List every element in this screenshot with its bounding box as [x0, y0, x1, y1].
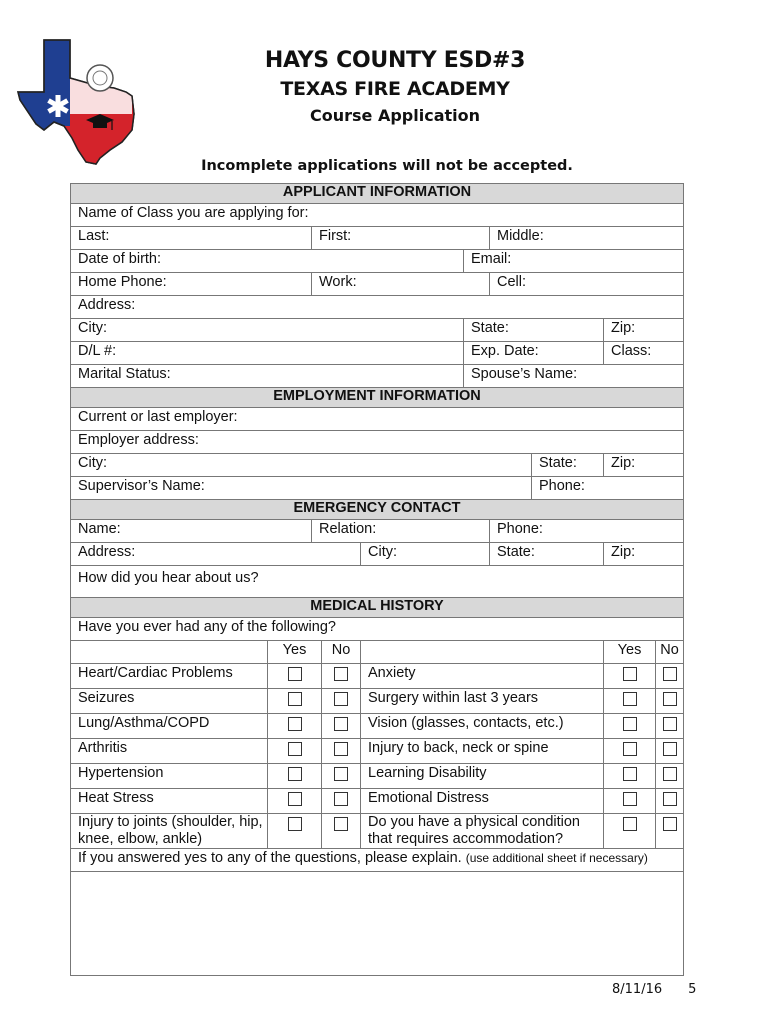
no-checkbox[interactable]: [656, 814, 684, 849]
application-form: [70, 183, 684, 976]
no-checkbox[interactable]: [656, 664, 684, 689]
emergency-name-field[interactable]: Name:: [71, 520, 312, 543]
middle-name-field[interactable]: Middle:: [490, 227, 684, 250]
yes-checkbox[interactable]: [604, 714, 656, 739]
dl-number-field[interactable]: D/L #:: [71, 342, 464, 365]
no-checkbox[interactable]: [656, 764, 684, 789]
yes-checkbox[interactable]: [268, 714, 322, 739]
condition-label: Anxiety: [361, 664, 604, 689]
work-phone-field[interactable]: Work:: [312, 273, 490, 296]
condition-label: Vision (glasses, contacts, etc.): [361, 714, 604, 739]
yes-header-left: Yes: [268, 641, 322, 664]
no-checkbox[interactable]: [322, 814, 361, 849]
section-emergency-contact: EMERGENCY CONTACT: [71, 500, 684, 520]
condition-label: Lung/Asthma/COPD: [71, 714, 268, 739]
home-phone-field[interactable]: Home Phone:: [71, 273, 312, 296]
footer-date: 8/11/16: [612, 982, 663, 997]
no-checkbox[interactable]: [322, 689, 361, 714]
explain-text: If you answered yes to any of the questions, please explain.: [78, 850, 462, 866]
no-checkbox[interactable]: [322, 764, 361, 789]
no-checkbox[interactable]: [656, 689, 684, 714]
section-employment-info: EMPLOYMENT INFORMATION: [71, 388, 684, 408]
emergency-city-field[interactable]: City:: [361, 543, 490, 566]
supervisor-name-field[interactable]: Supervisor’s Name:: [71, 477, 532, 500]
yes-checkbox[interactable]: [604, 764, 656, 789]
yes-checkbox[interactable]: [604, 739, 656, 764]
zip-field[interactable]: Zip:: [604, 319, 684, 342]
class-name-field[interactable]: Name of Class you are applying for:: [71, 204, 684, 227]
employer-address-field[interactable]: Employer address:: [71, 431, 684, 454]
first-name-field[interactable]: First:: [312, 227, 490, 250]
hear-about-us-field[interactable]: How did you hear about us?: [71, 566, 684, 598]
condition-label: Injury to back, neck or spine: [361, 739, 604, 764]
condition-label: Injury to joints (shoulder, hip, knee, elbow, ankle): [71, 814, 268, 849]
employer-phone-field[interactable]: Phone:: [532, 477, 684, 500]
emergency-phone-field[interactable]: Phone:: [490, 520, 684, 543]
no-checkbox[interactable]: [656, 714, 684, 739]
city-field[interactable]: City:: [71, 319, 464, 342]
dl-exp-date-field[interactable]: Exp. Date:: [464, 342, 604, 365]
yes-checkbox[interactable]: [268, 664, 322, 689]
emergency-state-field[interactable]: State:: [490, 543, 604, 566]
no-checkbox[interactable]: [322, 664, 361, 689]
yes-header-right: Yes: [604, 641, 656, 664]
medical-question: Have you ever had any of the following?: [71, 618, 684, 641]
document-title: Course Application: [309, 106, 480, 125]
spouse-name-field[interactable]: Spouse’s Name:: [464, 365, 684, 388]
no-header-right: No: [656, 641, 684, 664]
yes-checkbox[interactable]: [268, 764, 322, 789]
emergency-address-field[interactable]: Address:: [71, 543, 361, 566]
blank-header: [71, 641, 268, 664]
yes-checkbox[interactable]: [604, 814, 656, 849]
emergency-relation-field[interactable]: Relation:: [312, 520, 490, 543]
incomplete-warning: Incomplete applications will not be accepted.: [201, 158, 573, 174]
emergency-zip-field[interactable]: Zip:: [604, 543, 684, 566]
page-footer: [612, 982, 722, 997]
dob-field[interactable]: Date of birth:: [71, 250, 464, 273]
condition-label: Emotional Distress: [361, 789, 604, 814]
section-applicant-info: APPLICANT INFORMATION: [71, 184, 684, 204]
org-title: HAYS COUNTY ESD#3: [264, 48, 526, 73]
condition-label: Hypertension: [71, 764, 268, 789]
condition-label: Seizures: [71, 689, 268, 714]
yes-checkbox[interactable]: [268, 789, 322, 814]
yes-checkbox[interactable]: [604, 664, 656, 689]
explain-prompt: [71, 849, 684, 872]
section-medical-history: MEDICAL HISTORY: [71, 598, 684, 618]
condition-label: Arthritis: [71, 739, 268, 764]
employer-city-field[interactable]: City:: [71, 454, 532, 477]
no-checkbox[interactable]: [322, 789, 361, 814]
state-field[interactable]: State:: [464, 319, 604, 342]
academy-title: TEXAS FIRE ACADEMY: [280, 78, 510, 100]
employer-field[interactable]: Current or last employer:: [71, 408, 684, 431]
yes-checkbox[interactable]: [604, 689, 656, 714]
explain-note: (use additional sheet if necessary): [465, 851, 648, 865]
condition-label: Heart/Cardiac Problems: [71, 664, 268, 689]
email-field[interactable]: Email:: [464, 250, 684, 273]
condition-label: Learning Disability: [361, 764, 604, 789]
yes-checkbox[interactable]: [268, 689, 322, 714]
page-number: 5: [688, 982, 697, 997]
yes-checkbox[interactable]: [268, 814, 322, 849]
address-field[interactable]: Address:: [71, 296, 684, 319]
last-name-field[interactable]: Last:: [71, 227, 312, 250]
condition-label: Heat Stress: [71, 789, 268, 814]
dl-class-field[interactable]: Class:: [604, 342, 684, 365]
condition-label: Do you have a physical condition that requires accommodation?: [361, 814, 604, 849]
yes-checkbox[interactable]: [268, 739, 322, 764]
marital-status-field[interactable]: Marital Status:: [71, 365, 464, 388]
no-checkbox[interactable]: [322, 714, 361, 739]
blank-header-right: [361, 641, 604, 664]
no-checkbox[interactable]: [656, 739, 684, 764]
cell-phone-field[interactable]: Cell:: [490, 273, 684, 296]
no-checkbox[interactable]: [656, 789, 684, 814]
employer-zip-field[interactable]: Zip:: [604, 454, 684, 477]
employer-state-field[interactable]: State:: [532, 454, 604, 477]
yes-checkbox[interactable]: [604, 789, 656, 814]
condition-label: Surgery within last 3 years: [361, 689, 604, 714]
no-checkbox[interactable]: [322, 739, 361, 764]
no-header-left: No: [322, 641, 361, 664]
explain-textarea[interactable]: [71, 872, 684, 976]
